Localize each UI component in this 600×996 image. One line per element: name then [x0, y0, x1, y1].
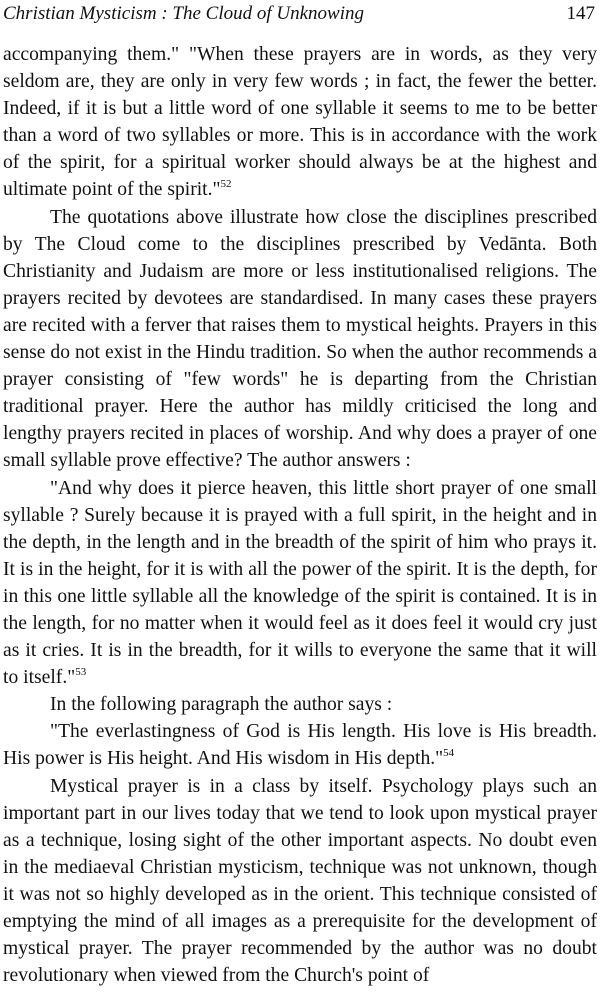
paragraph-quote-everlastingness: [3, 718, 597, 772]
page-header: [0, 0, 600, 30]
paragraph-text: "And why does it pierce heaven, this little short prayer of one small syllable ? Surely because it is prayed with a full spirit, in the height and in the depth, in the length and in the breadth of the spirit of him who prays it. It is in the height, for it is with all the power of the spirit. It is the depth, for in this one little syllable all the knowledge of the spirit is contained. It is in the length, for no matter when it would feel as it does feel it would cry just as it cries. It is in the breadth, for it wills to everyone the same that it will to itself.": [3, 477, 597, 689]
paragraph-text: "The everlastingness of God is His length. His love is His breadth. His power is His height. And His wisdom in His depth.": [3, 721, 597, 770]
page-number: 147: [566, 3, 595, 24]
paragraph-intro: [3, 691, 597, 718]
paragraph-text: In the following paragraph the author says :: [50, 694, 393, 716]
footnote-ref: 54: [443, 747, 455, 760]
paragraph-text: Mystical prayer is in a class by itself. Psychology plays such an important part in our lives today that we tend to look upon mystical prayer as a technique, losing sight of the other important aspects. No doubt even in the mediaeval Christian mysticism, technique was not unknown, though it was not so highly developed as in the orient. This technique consisted of emptying the mind of all images as a prerequisite for the development of mystical prayer. The prayer recommended by the author was no doubt revolutionary when viewed from the Church's point of: [3, 775, 597, 987]
paragraph-text: The quotations above illustrate how close the disciplines prescribed by The Cloud come to the disciplines prescribed by Vedānta. Both Christianity and Judaism are more or less institutionalised religions. The prayers recited by devotees are standardised. In many cases these prayers are recited with a ferver that raises them to mystical heights. Prayers in this sense do not exist in the Hindu tradition. So when the author recommends a prayer consisting of "few words" he is departing from the Christian traditional prayer. Here the author has mildly criticised the long and lengthy prayers recited in places of worship. And why does a prayer of one small syllable prove effective? The author answers :: [3, 206, 597, 472]
paragraph-continued-quote: [3, 41, 597, 204]
paragraph-text: accompanying them." "When these prayers are in words, as they very seldom are, they are only in very few words ; in fact, the fewer the better. Indeed, if it is but a little word of one syllable it seems to me to be better than a word of two syllables or more. This is in accordance with the work of the spirit, for a spiritual worker should always be at the highest and ultimate point of the spirit.": [3, 44, 597, 201]
footnote-ref: 52: [220, 178, 232, 191]
paragraph-mystical-prayer: [3, 773, 597, 990]
paragraph-quote-pierce-heaven: [3, 475, 597, 692]
footnote-ref: 53: [75, 666, 87, 679]
running-title: Christian Mysticism : The Cloud of Unknowing: [3, 3, 364, 24]
body-text: [3, 41, 597, 989]
paragraph-commentary: [3, 204, 597, 475]
